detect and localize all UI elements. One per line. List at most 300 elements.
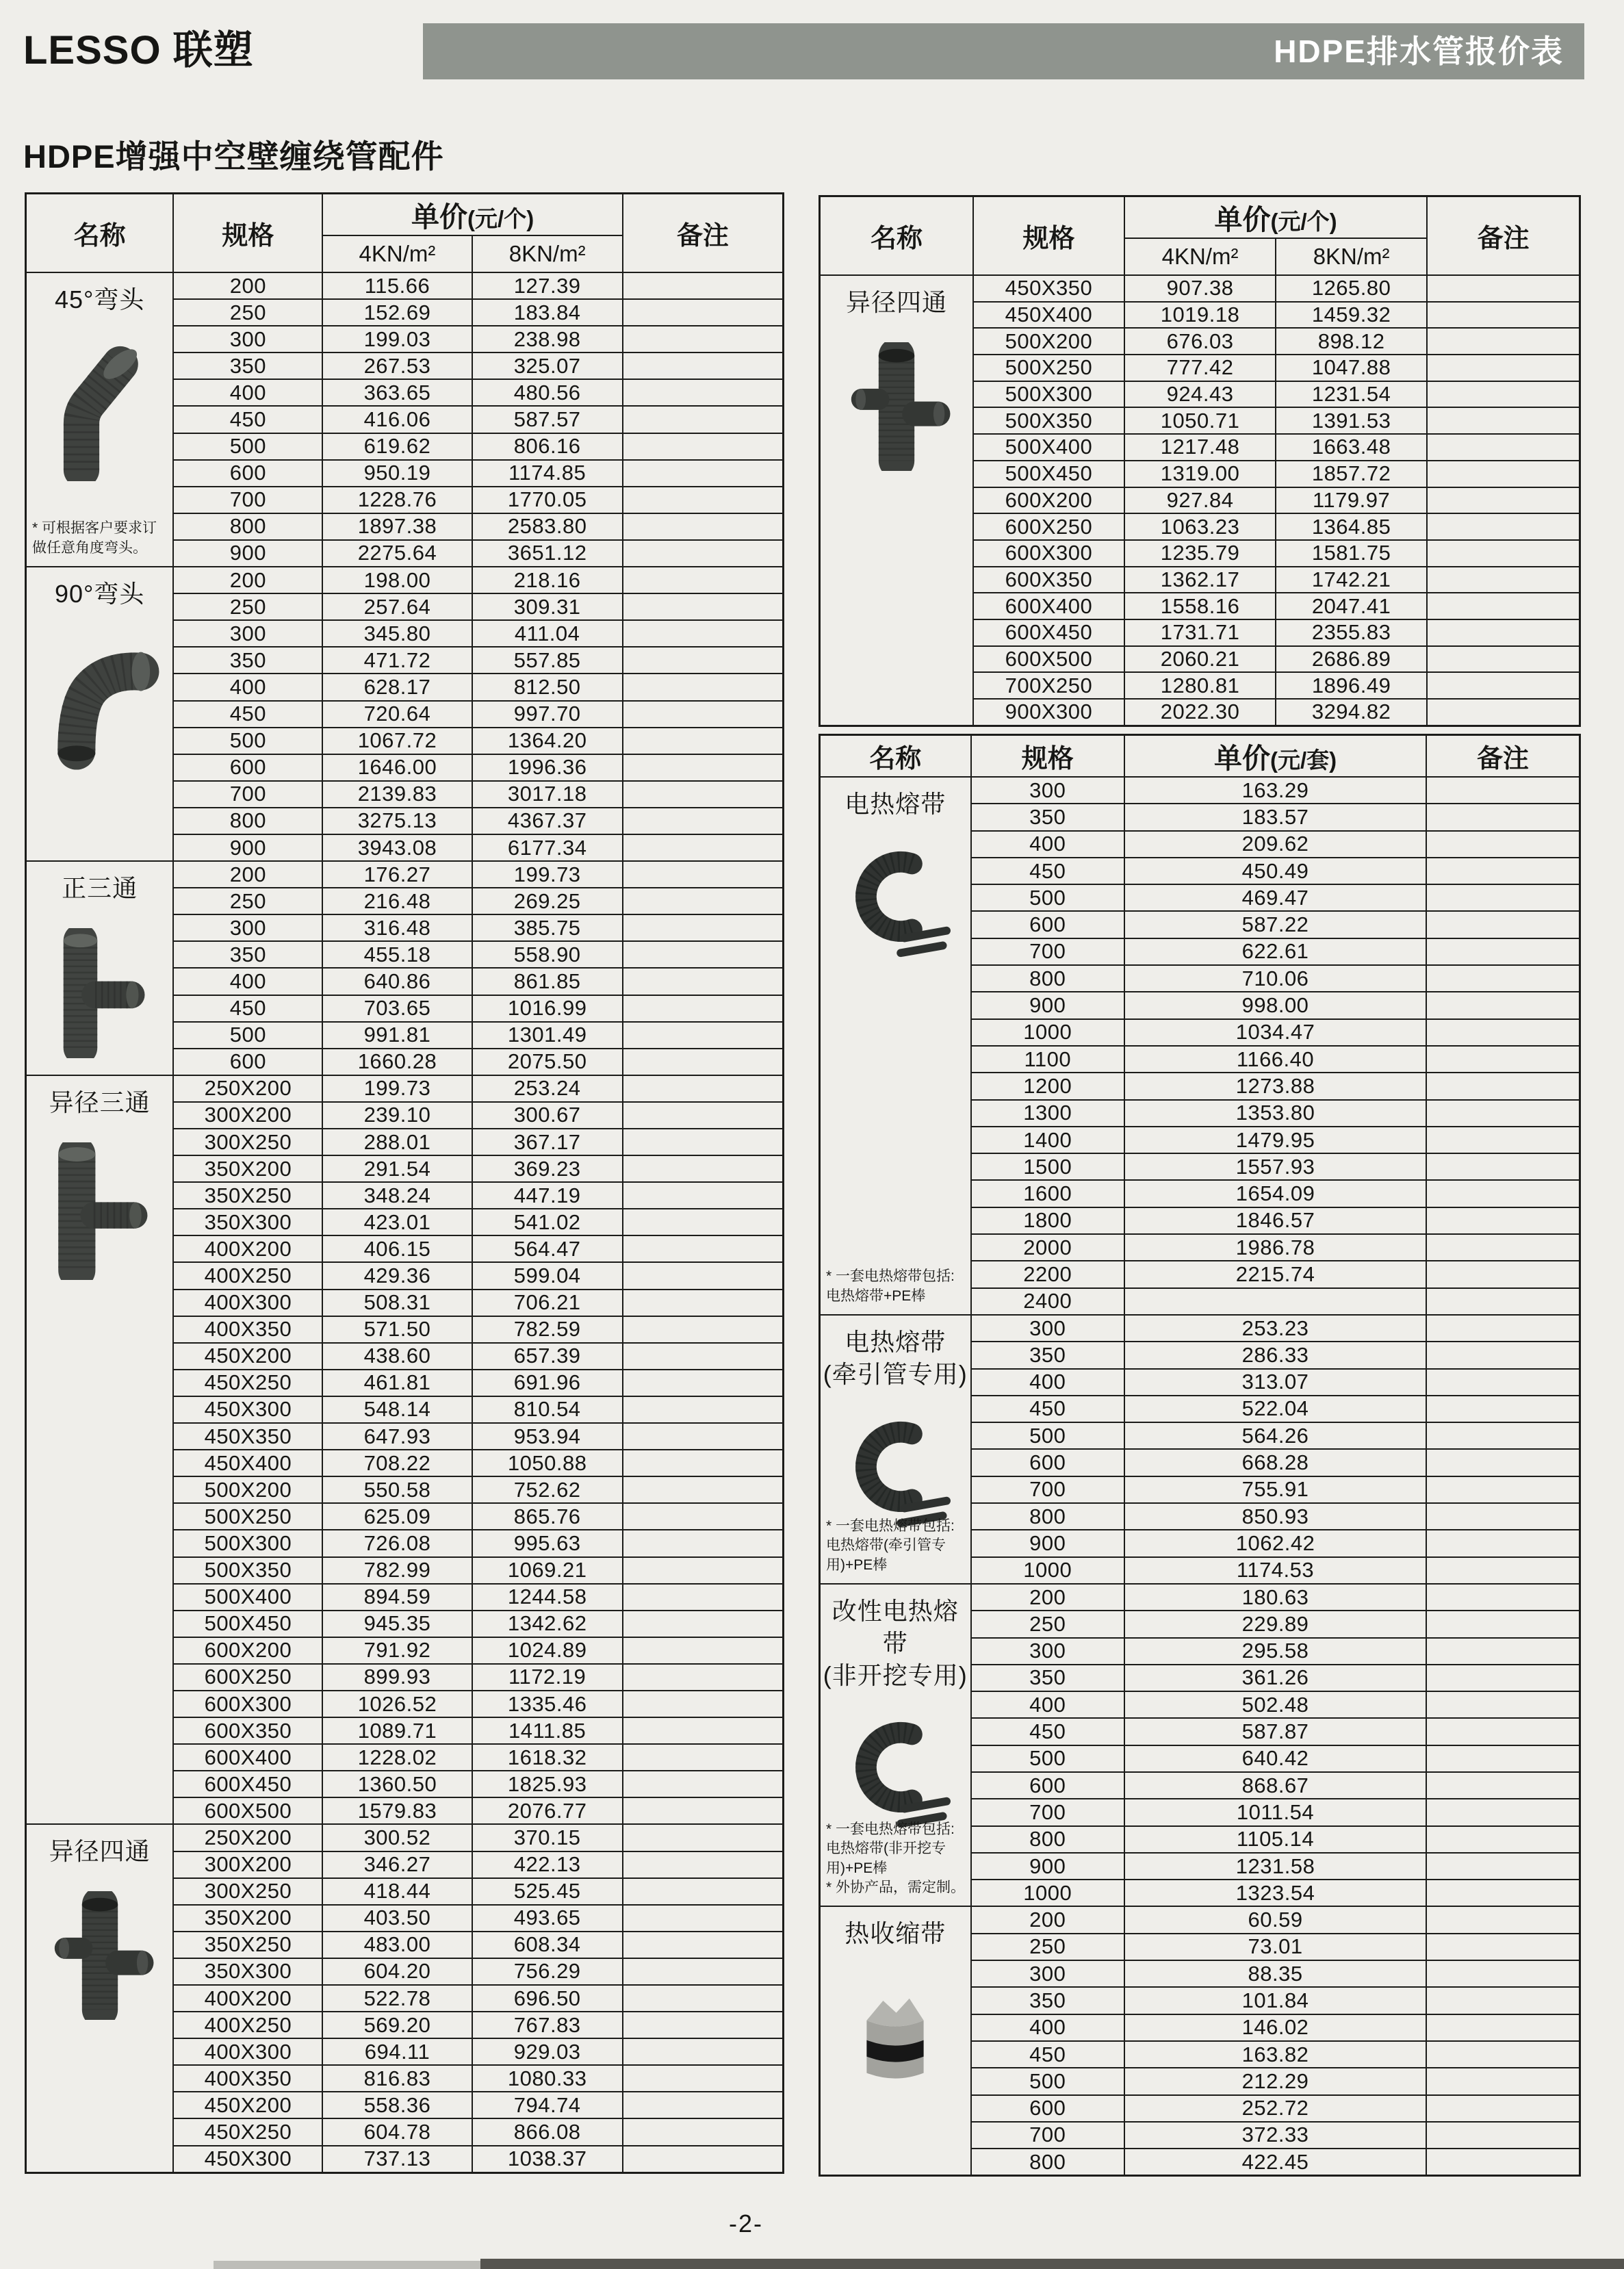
price-cell: 3651.12 <box>472 540 623 567</box>
remark-cell <box>623 2038 784 2065</box>
spec-cell: 600X200 <box>973 487 1124 514</box>
remark-cell <box>623 1744 784 1771</box>
remark-cell <box>1426 1422 1580 1449</box>
price-cell: 2215.74 <box>1124 1261 1426 1287</box>
remark-cell <box>623 2092 784 2118</box>
price-cell: 3943.08 <box>322 834 472 861</box>
group-elbow-90 <box>26 567 174 861</box>
price-cell: 777.42 <box>1124 355 1276 381</box>
remark-cell <box>1427 461 1580 487</box>
col-header-name: 名称 <box>820 196 973 276</box>
spec-cell: 700 <box>971 1799 1124 1825</box>
spec-cell: 450X200 <box>173 2092 322 2118</box>
price-cell: 657.39 <box>472 1343 623 1370</box>
remark-cell <box>623 406 784 433</box>
spec-cell: 450X350 <box>173 1423 322 1450</box>
spec-cell: 200 <box>971 1584 1124 1611</box>
spec-cell: 500 <box>173 433 322 460</box>
spec-cell: 500X250 <box>973 355 1124 381</box>
price-cell: 737.13 <box>322 2146 472 2173</box>
spec-cell: 300 <box>173 326 322 352</box>
price-cell: 1646.00 <box>322 754 472 781</box>
price-cell: 866.08 <box>472 2118 623 2145</box>
price-cell: 691.96 <box>472 1370 623 1396</box>
spec-cell: 400X250 <box>173 1262 322 1289</box>
spec-cell: 1300 <box>971 1100 1124 1127</box>
group-reducing-cross-cont <box>820 275 973 726</box>
remark-cell <box>1426 2014 1580 2041</box>
spec-cell: 700 <box>971 2122 1124 2149</box>
price-cell: 183.84 <box>472 299 623 326</box>
price-cell: 115.66 <box>322 272 472 299</box>
spec-cell: 600X450 <box>173 1771 322 1797</box>
product-photo-fusion-band <box>821 844 970 968</box>
remark-cell <box>623 1155 784 1182</box>
remark-cell <box>623 1075 784 1102</box>
col-header-name: 名称 <box>820 735 971 778</box>
spec-cell: 400 <box>971 2014 1124 2041</box>
product-photo-reducing-tee <box>27 1142 172 1280</box>
remark-cell <box>1426 777 1580 804</box>
price-cell: 1050.88 <box>472 1450 623 1476</box>
spec-cell: 450 <box>971 2041 1124 2068</box>
price-cell: 1024.89 <box>472 1637 623 1664</box>
remark-cell <box>1426 2041 1580 2068</box>
spec-cell: 600 <box>971 1772 1124 1799</box>
spec-cell: 2400 <box>971 1288 1124 1315</box>
remark-cell <box>1426 1772 1580 1799</box>
price-cell: 696.50 <box>472 1985 623 2012</box>
spec-cell: 300X200 <box>173 1102 322 1129</box>
price-cell: 253.24 <box>472 1075 623 1102</box>
col-header-remark: 备注 <box>1426 735 1580 778</box>
group-fusion-band-traction <box>820 1315 971 1584</box>
remark-cell <box>1426 1342 1580 1368</box>
price-cell: 2060.21 <box>1124 646 1276 673</box>
remark-cell <box>623 1503 784 1530</box>
price-cell: 1742.21 <box>1276 567 1427 593</box>
remark-cell <box>1427 302 1580 329</box>
price-cell: 548.14 <box>322 1396 472 1423</box>
spec-cell: 400X300 <box>173 1290 322 1316</box>
spec-cell: 600X350 <box>973 567 1124 593</box>
price-cell: 369.23 <box>472 1155 623 1182</box>
price-cell: 1846.57 <box>1124 1207 1426 1234</box>
price-cell: 1047.88 <box>1276 355 1427 381</box>
banner-title: HDPE排水管报价表 <box>423 23 1584 79</box>
price-cell <box>1124 1288 1426 1315</box>
price-cell: 1244.58 <box>472 1584 623 1611</box>
price-cell: 1016.99 <box>472 995 623 1022</box>
remark-cell <box>1426 911 1580 938</box>
col-header-price: 单价(元/个) <box>322 194 622 236</box>
price-cell: 1280.81 <box>1124 672 1276 699</box>
price-cell: 361.26 <box>1124 1665 1426 1691</box>
remark-cell <box>1426 2122 1580 2149</box>
spec-cell: 700 <box>971 938 1124 965</box>
product-photo-reducing-cross-cont <box>821 342 972 471</box>
remark-cell <box>1426 1638 1580 1665</box>
price-cell: 416.06 <box>322 406 472 433</box>
spec-cell: 450X250 <box>173 2118 322 2145</box>
spec-cell: 300 <box>173 620 322 647</box>
price-cell: 3017.18 <box>472 781 623 808</box>
price-cell: 1770.05 <box>472 487 623 513</box>
price-cell: 782.59 <box>472 1316 623 1343</box>
remark-cell <box>623 1958 784 1985</box>
price-cell: 199.73 <box>322 1075 472 1102</box>
price-cell: 619.62 <box>322 433 472 460</box>
price-cell: 899.93 <box>322 1664 472 1691</box>
price-cell: 88.35 <box>1124 1960 1426 1987</box>
price-cell: 300.67 <box>472 1102 623 1129</box>
spec-cell: 600 <box>971 1449 1124 1476</box>
remark-cell <box>1426 992 1580 1018</box>
price-cell: 1335.46 <box>472 1691 623 1717</box>
price-cell: 558.90 <box>472 941 623 968</box>
price-cell: 218.16 <box>472 567 623 593</box>
price-cell: 791.92 <box>322 1637 472 1664</box>
price-cell: 1089.71 <box>322 1717 472 1744</box>
product-photo-equal-tee <box>27 928 172 1058</box>
spec-cell: 200 <box>173 272 322 299</box>
price-cell: 1011.54 <box>1124 1799 1426 1825</box>
remark-cell <box>1426 804 1580 830</box>
price-cell: 647.93 <box>322 1423 472 1450</box>
price-cell: 60.59 <box>1124 1906 1426 1933</box>
product-photo-elbow-90 <box>27 634 172 777</box>
spec-cell: 200 <box>971 1906 1124 1933</box>
price-cell: 309.31 <box>472 593 623 620</box>
remark-cell <box>623 1637 784 1664</box>
price-cell: 1825.93 <box>472 1771 623 1797</box>
group-note: * 一套电热熔带包括: 电热熔带(牵引管专 用)+PE棒 <box>826 1517 955 1573</box>
price-cell: 726.08 <box>322 1530 472 1556</box>
remark-cell <box>623 1691 784 1717</box>
group-name-label: 电热熔带 <box>845 790 946 818</box>
spec-cell: 500X200 <box>973 328 1124 355</box>
spec-cell: 450X200 <box>173 1343 322 1370</box>
remark-cell <box>623 326 784 352</box>
price-cell: 894.59 <box>322 1584 472 1611</box>
spec-cell: 450X300 <box>173 2146 322 2173</box>
spec-cell: 700X250 <box>973 672 1124 699</box>
price-cell: 1105.14 <box>1124 1826 1426 1853</box>
price-cell: 850.93 <box>1124 1503 1426 1530</box>
remark-cell <box>623 1370 784 1396</box>
price-cell: 865.76 <box>472 1503 623 1530</box>
spec-cell: 250 <box>173 888 322 914</box>
remark-cell <box>1426 1906 1580 1933</box>
col-header-spec: 规格 <box>973 196 1124 276</box>
price-cell: 2686.89 <box>1276 646 1427 673</box>
col-header-price: 单价(元/套) <box>1124 735 1426 778</box>
remark-cell <box>1427 540 1580 567</box>
spec-cell: 350 <box>971 804 1124 830</box>
remark-cell <box>623 1905 784 1932</box>
remark-cell <box>623 433 784 460</box>
price-cell: 1174.85 <box>472 460 623 487</box>
price-cell: 212.29 <box>1124 2068 1426 2094</box>
remark-cell <box>623 2065 784 2092</box>
price-cell: 1228.02 <box>322 1744 472 1771</box>
price-cell: 929.03 <box>472 2038 623 2065</box>
spec-cell: 500 <box>173 728 322 754</box>
remark-cell <box>623 487 784 513</box>
remark-cell <box>623 1878 784 1905</box>
remark-cell <box>623 728 784 754</box>
remark-cell <box>623 620 784 647</box>
price-cell: 1067.72 <box>322 728 472 754</box>
price-cell: 720.64 <box>322 701 472 728</box>
spec-cell: 450X400 <box>973 302 1124 329</box>
spec-cell: 1400 <box>971 1127 1124 1153</box>
price-cell: 1228.76 <box>322 487 472 513</box>
price-cell: 1362.17 <box>1124 567 1276 593</box>
spec-cell: 200 <box>173 861 322 888</box>
table-row <box>26 567 784 593</box>
spec-cell: 800 <box>173 808 322 834</box>
remark-cell <box>1426 965 1580 992</box>
spec-cell: 800 <box>173 513 322 540</box>
price-cell: 422.45 <box>1124 2149 1426 2176</box>
price-cell: 794.74 <box>472 2092 623 2118</box>
remark-cell <box>1426 1369 1580 1396</box>
spec-cell: 600X500 <box>173 1797 322 1824</box>
remark-cell <box>623 379 784 406</box>
price-cell: 1557.93 <box>1124 1153 1426 1180</box>
spec-cell: 400X200 <box>173 1985 322 2012</box>
price-cell: 1660.28 <box>322 1049 472 1075</box>
spec-cell: 450 <box>173 701 322 728</box>
remark-cell <box>1426 1826 1580 1853</box>
price-cell: 587.87 <box>1124 1718 1426 1745</box>
remark-cell <box>623 1049 784 1075</box>
remark-cell <box>623 647 784 674</box>
group-fusion-band <box>820 777 971 1315</box>
price-cell: 782.99 <box>322 1557 472 1584</box>
price-cell: 569.20 <box>322 2012 472 2038</box>
spec-cell: 500X350 <box>173 1557 322 1584</box>
price-cell: 269.25 <box>472 888 623 914</box>
table-row <box>26 861 784 888</box>
price-cell: 471.72 <box>322 647 472 674</box>
spec-cell: 900 <box>173 834 322 861</box>
spec-cell: 400 <box>173 674 322 700</box>
page-number: -2- <box>729 2209 763 2238</box>
price-cell: 493.65 <box>472 1905 623 1932</box>
remark-cell <box>623 941 784 968</box>
price-cell: 295.58 <box>1124 1638 1426 1665</box>
remark-cell <box>1426 831 1580 858</box>
spec-cell: 250 <box>173 299 322 326</box>
price-cell: 286.33 <box>1124 1342 1426 1368</box>
price-cell: 625.09 <box>322 1503 472 1530</box>
remark-cell <box>623 1611 784 1637</box>
group-reducing-cross <box>26 1824 174 2172</box>
spec-cell: 400X350 <box>173 1316 322 1343</box>
remark-cell <box>623 888 784 914</box>
price-cell: 1319.00 <box>1124 461 1276 487</box>
price-cell: 300.52 <box>322 1824 472 1851</box>
product-photo-shrink-band <box>821 1973 970 2088</box>
remark-cell <box>623 540 784 567</box>
price-cell: 541.02 <box>472 1209 623 1235</box>
spec-cell: 1000 <box>971 1557 1124 1584</box>
spec-cell: 400 <box>971 831 1124 858</box>
group-name-label: 改性电热熔带 (非开挖专用) <box>823 1596 968 1689</box>
spec-cell: 2000 <box>971 1234 1124 1261</box>
price-cell: 1301.49 <box>472 1022 623 1049</box>
price-cell: 216.48 <box>322 888 472 914</box>
remark-cell <box>1426 1665 1580 1691</box>
spec-cell: 400 <box>971 1691 1124 1718</box>
remark-cell <box>1426 1880 1580 1906</box>
spec-cell: 250X200 <box>173 1075 322 1102</box>
remark-cell <box>1426 2149 1580 2176</box>
price-cell: 455.18 <box>322 941 472 968</box>
spec-cell: 300 <box>173 914 322 941</box>
price-cell: 1019.18 <box>1124 302 1276 329</box>
price-cell: 346.27 <box>322 1851 472 1878</box>
remark-cell <box>623 995 784 1022</box>
spec-cell: 450X250 <box>173 1370 322 1396</box>
spec-cell: 600X250 <box>173 1664 322 1691</box>
price-cell: 708.22 <box>322 1450 472 1476</box>
spec-cell: 300 <box>971 1638 1124 1665</box>
spec-cell: 800 <box>971 2149 1124 2176</box>
price-cell: 1235.79 <box>1124 540 1276 567</box>
spec-cell: 500X350 <box>973 407 1124 434</box>
price-cell: 406.15 <box>322 1235 472 1262</box>
price-cell: 2076.77 <box>472 1797 623 1824</box>
spec-cell: 400 <box>173 968 322 995</box>
spec-cell: 350 <box>971 1987 1124 2014</box>
remark-cell <box>623 1557 784 1584</box>
remark-cell <box>623 834 784 861</box>
price-cell: 564.47 <box>472 1235 623 1262</box>
price-cell: 564.26 <box>1124 1422 1426 1449</box>
price-cell: 291.54 <box>322 1155 472 1182</box>
table-row <box>26 272 784 299</box>
spec-cell: 900 <box>971 992 1124 1018</box>
remark-cell <box>623 1423 784 1450</box>
price-cell: 370.15 <box>472 1824 623 1851</box>
group-name-label: 热收缩带 <box>845 1919 946 1948</box>
remark-cell <box>1426 1180 1580 1207</box>
remark-cell <box>1426 1261 1580 1287</box>
price-cell: 927.84 <box>1124 487 1276 514</box>
remark-cell <box>1426 1288 1580 1315</box>
price-cell: 6177.34 <box>472 834 623 861</box>
price-cell: 198.00 <box>322 567 472 593</box>
price-cell: 3275.13 <box>322 808 472 834</box>
price-cell: 288.01 <box>322 1129 472 1155</box>
remark-cell <box>623 1932 784 1958</box>
price-cell: 1080.33 <box>472 2065 623 2092</box>
remark-cell <box>623 272 784 299</box>
spec-cell: 300 <box>971 777 1124 804</box>
price-cell: 1050.71 <box>1124 407 1276 434</box>
remark-cell <box>623 1262 784 1289</box>
price-cell: 411.04 <box>472 620 623 647</box>
spec-cell: 600X300 <box>173 1691 322 1717</box>
spec-cell: 350 <box>173 941 322 968</box>
remark-cell <box>623 1824 784 1851</box>
spec-cell: 450 <box>971 1396 1124 1422</box>
price-cell: 907.38 <box>1124 275 1276 302</box>
remark-cell <box>623 701 784 728</box>
price-cell: 252.72 <box>1124 2095 1426 2122</box>
spec-cell: 600X400 <box>173 1744 322 1771</box>
remark-cell <box>1426 1799 1580 1825</box>
price-cell: 348.24 <box>322 1182 472 1209</box>
right-top-price-table <box>819 195 1581 727</box>
remark-cell <box>623 352 784 379</box>
remark-cell <box>1426 1153 1580 1180</box>
price-cell: 2275.64 <box>322 540 472 567</box>
price-cell: 522.04 <box>1124 1396 1426 1422</box>
spec-cell: 400 <box>971 1369 1124 1396</box>
col-header-8kn: 8KN/m² <box>1276 238 1427 275</box>
remark-cell <box>623 1450 784 1476</box>
price-cell: 438.60 <box>322 1343 472 1370</box>
price-cell: 1231.58 <box>1124 1853 1426 1880</box>
price-cell: 898.12 <box>1276 328 1427 355</box>
remark-cell <box>623 1316 784 1343</box>
price-cell: 1654.09 <box>1124 1180 1426 1207</box>
remark-cell <box>1426 1718 1580 1745</box>
price-cell: 418.44 <box>322 1878 472 1905</box>
remark-cell <box>623 674 784 700</box>
remark-cell <box>1426 1557 1580 1584</box>
spec-cell: 900 <box>971 1853 1124 1880</box>
price-cell: 998.00 <box>1124 992 1426 1018</box>
spec-cell: 450X300 <box>173 1396 322 1423</box>
spec-cell: 400X200 <box>173 1235 322 1262</box>
price-cell: 604.78 <box>322 2118 472 2145</box>
price-cell: 1579.83 <box>322 1797 472 1824</box>
group-reducing-tee <box>26 1075 174 1825</box>
remark-cell <box>623 1290 784 1316</box>
price-cell: 73.01 <box>1124 1934 1426 1960</box>
price-cell: 1391.53 <box>1276 407 1427 434</box>
remark-cell <box>1426 884 1580 911</box>
price-cell: 608.34 <box>472 1932 623 1958</box>
price-cell: 209.62 <box>1124 831 1426 858</box>
price-cell: 2355.83 <box>1276 619 1427 646</box>
spec-cell: 450 <box>971 858 1124 884</box>
price-cell: 997.70 <box>472 701 623 728</box>
spec-cell: 500 <box>971 1745 1124 1772</box>
spec-cell: 600X400 <box>973 593 1124 619</box>
price-cell: 313.07 <box>1124 1369 1426 1396</box>
col-header-4kn: 4KN/m² <box>1124 238 1276 275</box>
remark-cell <box>623 1717 784 1744</box>
price-cell: 1172.19 <box>472 1664 623 1691</box>
table-row <box>820 777 1580 804</box>
remark-cell <box>1426 1611 1580 1637</box>
remark-cell <box>1426 1476 1580 1503</box>
price-cell: 522.78 <box>322 1985 472 2012</box>
price-cell: 461.81 <box>322 1370 472 1396</box>
col-header-price: 单价(元/个) <box>1124 196 1427 239</box>
remark-cell <box>1426 1449 1580 1476</box>
remark-cell <box>1427 355 1580 381</box>
table-row <box>26 1075 784 1102</box>
price-cell: 469.47 <box>1124 884 1426 911</box>
spec-cell: 600X300 <box>973 540 1124 567</box>
